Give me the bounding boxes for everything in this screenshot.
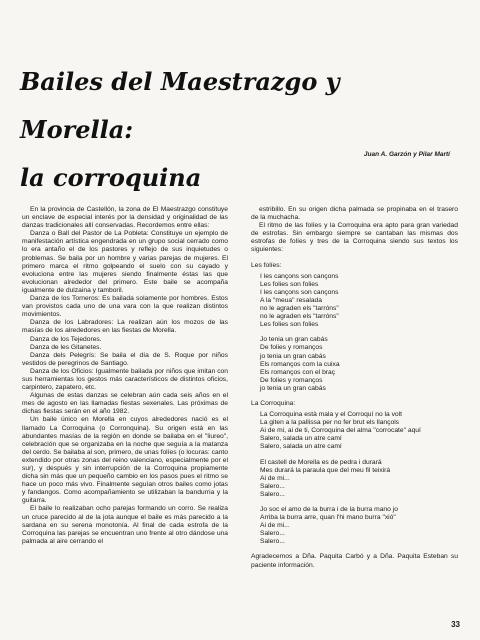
folies-stanza-2 [251,336,458,393]
verse-line: Els romanços com la cuixa [260,360,340,368]
verse-line: no le agraden els "tarróns" [260,313,339,321]
paragraph-baile: El baile lo realizaban ocho parejas formando un corro. Se realiza un cruce parecido al de la jota aunque el baile es más parecido a la sardana en su serena monotonía. Al final de cada estrofa de la Corroquina las parejas se encuentran uno frente al otro dándose una palmada al aire cerrando el [22,505,228,545]
verse-line: Els romanços con el braç [260,368,336,376]
verse-line: Arriba la burra arre, quan l'hi mano burra "xió" [260,514,396,522]
folies-label: Les folíes: [251,261,282,269]
corroquina-stanza-1 [251,411,458,451]
verse-line: Ai de mi, ai de ti, Corroquina del alma "corrocate" aquí [260,427,421,435]
title-line-2: la corroquina [20,163,202,192]
verse-line: Salero... [260,482,285,490]
verse-line: I les cançons son cançons [260,288,339,296]
folies-stanza-1 [251,273,458,330]
verse-line: I les cançons son cançons [260,272,339,280]
paragraph-oficios: Danza de los Oficios: Igualmente bailada por niños que imitan con sus herramientas los gestos más característicos de distintos oficios, carpintero, zapatero, etc. [22,367,228,392]
paragraph-pelegris: Danza dels Pelegrís: Se baila el día de S. Roque por niños vestidos de peregrinos de Santiago. [22,351,228,367]
verse-line: De folies y romanços [260,344,323,352]
verse-line: jo tenia un gran cabás [260,352,326,360]
verse-line: De folies y romanços [260,376,323,384]
paragraph-estribillo: estribillo. En su origen dicha palmada se propinaba en el trasero de la muchacha. [251,206,458,222]
paragraph-labradores: Danza de los Labradores: La realizan aún los mozos de las masías de los alrededores en las fiestas de Morella. [22,319,228,335]
paragraph-corroquina-origin: Un baile único en Morella en cuyos alrededores nació es el llamado La Corroquina (o Corronquina). Su origen está en las abundantes masías de la región en donde se bailaba en el "liureo", celebración que se organizaba en la noche que seguía a la matanza del cerdo. Se bailaba al son, primero, de unas folíes (o locuras: canto extendido por otras zonas del reino valenciano, especialmente por el sur), y después y sin interrupción de la Corroquina propiamente dicha sin más que un pequeño cambio en los pasos pues el ritmo se hace un poco más vivo. Finalmente seguían otros bailes como jotas y fandangos. Como acompañamiento se utilizaban la bandurria y la guitarra. [22,416,228,505]
verse-line: Les folies son folies [260,280,319,288]
verse-line: Ai de mi... [260,522,290,530]
verse-line: La giten a la pallissa per no fer brut els llançols [260,419,400,427]
verse-line: Salero... [260,490,285,498]
paragraph-tejedores: Danza de los Tejedores. [30,335,102,343]
page-number: 33 [451,620,460,629]
paragraph-ritmo: El ritmo de las folíes y la Corroquina era apto para gran variedad de estrofas. Sin embargo siempre se cantaban las mismas dos estrofas de folíes y tres de la Corroquina siendo sus textos los siguientes: [251,222,458,254]
verse-line: Ai de mi... [260,474,290,482]
article-title [20,58,460,202]
paragraph-sexenales: Algunas de estas danzas se celebran aún cada seis años en el mes de agosto en las llamadas fiestas sexenales. Las próximas de dichas fiestas serán en el año 1982. [22,392,228,416]
right-column [251,206,458,570]
corroquina-stanza-3 [251,506,458,546]
verse-line: Jo soc el amo de la burra i de la burra mano jo [260,506,398,513]
acknowledgement: Agradecemos a Dña. Paquita Carbó y a Dña. Paquita Esteban su paciente información. [251,553,458,569]
verse-line: no le agraden els "tarróns" [260,305,339,313]
verse-line: Salero, salada un atre camí [260,443,342,451]
article-authors: Juan A. Garzón y Pilar Martí [363,151,450,158]
paragraph-intro: En la provincia de Castellón, la zona de El Maestrazgo constituye un enclave de especial interés por la densidad y originalidad de las danzas tradicionales allí conservadas. Recordemos entre ellas: [22,206,228,230]
verse-line: La Corroquina està mala y el Corroquí no la volt [260,411,402,419]
paragraph-gitanetes: Danza de les Gitanetes. [30,343,102,351]
corroquina-stanza-2 [251,459,458,499]
paragraph-pastor: Danza o Ball del Pastor de La Pobleta: Constituye un ejemplo de manifestación artística engendrada en un grupo social cerrado como lo era antaño el de los pastores y reflejo de sus inquietudes o problemas. Se baila por un hombre y varias parejas de mujeres. El primero marca el ritmo golpeando el suelo con su cayado y evoluciona entre las mujeres siendo finalmente éstas las que evolucionan alrededor del primero. Este baile se acompaña igualmente de dulzaina y tamboril. [22,230,228,294]
verse-line: Salero... [260,530,285,538]
verse-line: Salero, salada un atre camí [260,435,342,443]
verse-line: Jo tenia un gran cabás [260,336,328,344]
corroquina-label: La Corroquina: [251,399,296,407]
paragraph-torneros: Danza de los Torneros: Es bailada solamente por hombres. Estos van provistos cada uno de una vara con la que realizan distintos movimientos. [22,295,228,319]
verse-line: jo tenia un gran cabás [260,384,326,392]
verse-line: Les folies son folies [260,321,319,329]
title-line-1: Bailes del Maestrazgo y Morella: [20,67,340,144]
left-column [22,206,228,546]
verse-line: Mes durará la paraula que del meu fil teixirá [260,466,391,474]
verse-line: El castell de Morella es de pedra i durará [260,458,382,466]
verse-line: Salero... [260,538,285,546]
verse-line: A la "meua" resalada [260,296,322,304]
